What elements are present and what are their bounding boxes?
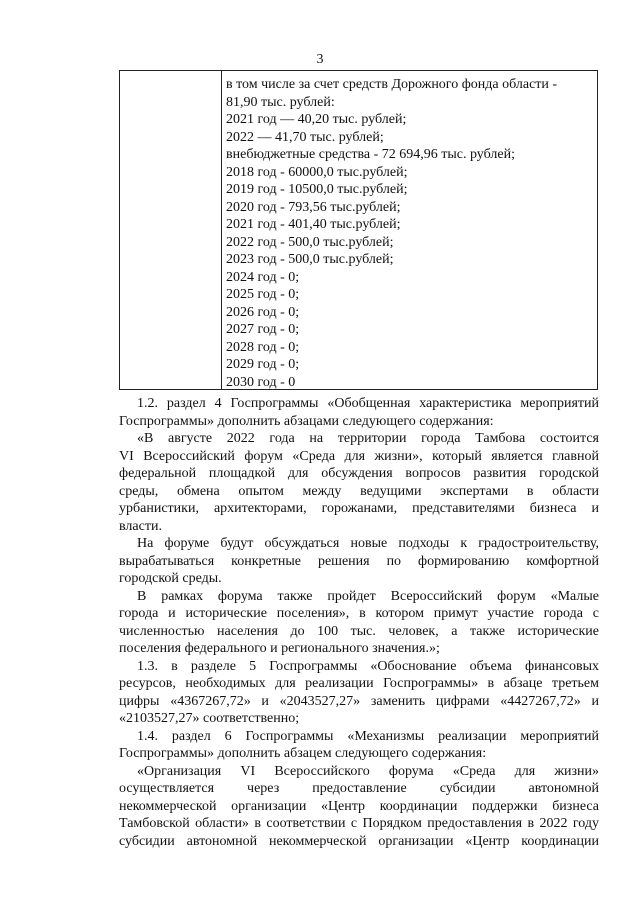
table-line: 2027 год - 0; <box>226 322 300 337</box>
paragraph-line: Тамбовской области» в соответствии с Порядком предоставления в 2022 году <box>119 816 599 831</box>
funding-table <box>119 70 598 390</box>
paragraph-line: вырабатываться конкретные решения по формированию комфортной <box>119 553 599 569</box>
table-line: 2028 год - 0; <box>226 339 300 355</box>
table-line: 2030 год - 0 <box>226 374 296 390</box>
table-line: 2025 год - 0; <box>226 287 300 302</box>
table-line: 2026 год - 0; <box>226 304 300 320</box>
table-line: 2018 год - 60000,0 тыс.рублей; <box>226 164 408 180</box>
paragraph-line: «2103527,27» соответственно; <box>119 711 300 726</box>
table-line: 2023 год - 500,0 тыс.рублей; <box>226 252 394 267</box>
table-line: в том числе за счет средств Дорожного фонда области - <box>226 77 558 92</box>
paragraph-line: городской среды. <box>119 571 222 586</box>
paragraph-line: Госпрограммы» дополнить абзацем следующего содержания: <box>119 746 487 761</box>
table-right-cell <box>226 76 593 391</box>
table-line: 2029 год - 0; <box>226 357 300 372</box>
paragraph-line: среды, обмена опытом между ведущими экспертами в области <box>119 483 599 499</box>
paragraph-line: федеральной площадкой для обсуждения вопросов развития городской <box>119 466 599 481</box>
paragraph <box>119 728 599 763</box>
paragraph-line: 1.3. в разделе 5 Госпрограммы «Обоснование объема финансовых <box>137 658 599 674</box>
paragraph-line: осуществляется через предоставление субсидии автономной <box>119 781 599 796</box>
paragraph-line: На форуме будут обсуждаться новые подходы к градостроительству, <box>137 536 599 551</box>
paragraph <box>119 535 599 588</box>
table-left-cell <box>120 71 222 389</box>
paragraph-line: урбанистики, архитекторами, горожанами, представителями бизнеса и <box>119 501 599 516</box>
table-line: 2024 год - 0; <box>226 269 300 285</box>
table-line: 2022 год - 500,0 тыс.рублей; <box>226 234 394 250</box>
paragraph-line: субсидии автономной некоммерческой организации «Центр координации <box>119 833 599 849</box>
paragraph <box>119 395 599 430</box>
table-line: 2019 год - 10500,0 тыс.рублей; <box>226 182 408 197</box>
paragraph-line: некоммерческой организации «Центр координации поддержки бизнеса <box>119 798 599 814</box>
table-line: 81,90 тыс. рублей: <box>226 94 335 110</box>
paragraph-line: 1.4. раздел 6 Госпрограммы «Механизмы реализации мероприятий <box>137 728 599 744</box>
paragraph-line: города и исторические поселения», в котором примут участие города с <box>119 606 599 621</box>
paragraph-line: цифры «4367267,72» и «2043527,27» заменить цифрами «4427267,72» и <box>119 693 599 709</box>
document-body <box>119 395 599 850</box>
paragraph-line: «В августе 2022 года на территории города Тамбова состоится <box>137 431 599 446</box>
page-number: 3 <box>316 52 324 67</box>
table-line: 2020 год - 793,56 тыс.рублей; <box>226 199 401 215</box>
paragraph-line: власти. <box>119 518 162 534</box>
paragraph-line: В рамках форума также пройдет Всероссийский форум «Малые <box>137 588 599 604</box>
paragraph-line: 1.2. раздел 4 Госпрограммы «Обобщенная характеристика мероприятий <box>137 396 599 411</box>
table-line: внебюджетные средства - 72 694,96 тыс. рублей; <box>226 147 515 162</box>
paragraph <box>119 588 599 658</box>
paragraph-line: VI Всероссийский форум «Среда для жизни», который является главной <box>119 448 599 464</box>
paragraph <box>119 430 599 535</box>
paragraph-line: поселения федерального и регионального значения.»; <box>119 641 440 656</box>
table-line: 2021 год — 40,20 тыс. рублей; <box>226 112 407 127</box>
paragraph-line: Госпрограммы» дополнить абзацами следующего содержания: <box>119 413 494 429</box>
paragraph <box>119 658 599 728</box>
paragraph <box>119 763 599 851</box>
paragraph-line: ресурсов, необходимых для реализации Госпрограммы» в абзаце третьем <box>119 676 599 691</box>
table-line: 2022 — 41,70 тыс. рублей; <box>226 129 384 145</box>
paragraph-line: численностью населения до 100 тыс. человек, а также исторические <box>119 623 599 639</box>
paragraph-line: «Организация VI Всероссийского форума «Среда для жизни» <box>137 763 599 779</box>
table-line: 2021 год - 401,40 тыс.рублей; <box>226 217 401 232</box>
